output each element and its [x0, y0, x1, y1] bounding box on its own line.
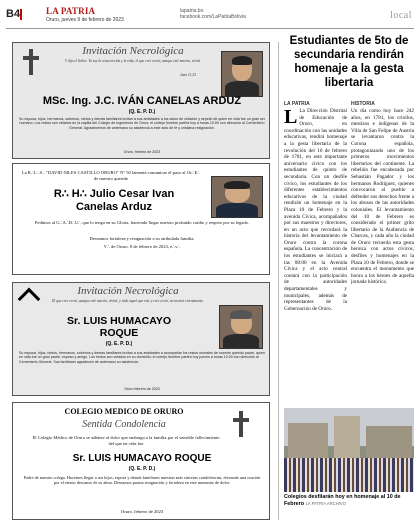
ad-footer: Oruro, febrero de 2023: [120, 509, 164, 514]
column-separator: [278, 42, 279, 520]
condolence-body: Padre de nuestro colega. Hacemos llegar a sus hijos, esposa y demás familiares nuestras más sinceras condolencias, elevando una oración por el eterno descanso de su alma. Deseamos pronta resignación y fortaleza en este momento de dolor.: [23, 475, 261, 486]
page-number: B4: [6, 8, 21, 20]
dateline: Oruro, jueves 9 de febrero de 2023: [46, 17, 124, 23]
mourning-ribbon-icon: [18, 288, 41, 311]
ad-body-text: Su esposa, hijos, nietos, hermanos, sobrinos y demás familiares invitan a sus amistades a acompañar los restos mortales de nuestro querido padre, quien en vida fue un gran padre, esposo y amigo. Los restos son velados en su domicilio; el cortejo fúnebre partirá hoy jueves a horas 10:00 con dirección al Cementerio General. Sus familiares agradecen de antemano su asistencia.: [19, 351, 265, 364]
section-label: local: [390, 10, 412, 21]
lodge-prayer: Pedimos al G∴A∴D∴U∴ que lo tenga en su Gloria, haciendo llegar nuestro profundo cariño y respeto por su legado.: [34, 220, 250, 225]
photo-credit: LA PATRIA ARCHIVO: [305, 500, 346, 506]
article-column-1: L La Dirección Distrital de Educación de Oruro, en coordinación con las unidades educativas, rendirá homenaje a la gesta libertaria de la revolución del 10 de febrero de 1781, en este importante aniversario cívico con los estudiantes de quinto de secundaria. Con un desfile cívico, los estudiantes de los diferentes establecimientos educativos de la ciudad rendirán un homenaje en la Plaza 10 de Febrero y la avenida Cívica, acompañados por sus maestros y directores, en un acto que recordará la historia del levantamiento de Oruro contra la corona española. La concentración de los estudiantes se iniciará a las 08:00 en la Avenida Cívica y el acto central contará con la participación de autoridades departamentales y municipales, además de representantes de la Gobernación de Oruro.: [284, 108, 347, 312]
history-label: HISTORIA: [351, 101, 375, 107]
lodge-intro: La R∴L∴S∴ "DAVID NILES CASTILLO ORURO" N° 50 lamenta comunicar el paso al Or∴E∴ de nuestro querido: [21, 170, 201, 181]
cross-icon: [23, 49, 39, 75]
qepd-label: (Q. E. P. D.): [128, 466, 156, 472]
drop-cap: L: [284, 108, 298, 128]
condolence-ad-medical: [12, 402, 270, 520]
page-number-bar: [20, 9, 22, 20]
deceased-name: Sr. LUIS HUMACAYO ROQUE: [66, 315, 172, 339]
deceased-name: R∴ H∴ Julio Cesar Ivan Canelas Arduz: [53, 188, 175, 213]
ad-footer: Oruro, febrero de 2023: [123, 150, 161, 154]
qepd-label: (Q. E. P. D.): [128, 109, 156, 115]
lodge-date: V∴ de Oruro, 8 de febrero de 2023, e∴v∴: [103, 244, 181, 249]
condolence-intro: El Colegio Médico de Oruro se adhiere al dolor que embarga a la familia por el sensible fallecimiento del que en vida fue: [32, 435, 220, 446]
deceased-name: Sr. LUIS HUMACAYO ROQUE: [72, 453, 212, 464]
verse-reference: Juan 11:25: [179, 73, 196, 77]
ad-heading: Invitación Necrológica: [82, 45, 184, 57]
qepd-label: (Q. E. P. D.): [105, 341, 133, 347]
cross-icon: [233, 411, 249, 437]
header-rule: [6, 28, 414, 29]
obituary-ad-humacayo: [12, 282, 270, 396]
organization-name: COLEGIO MEDICO DE ORURO: [64, 407, 184, 416]
deceased-name: MSc. Ing. J.C. IVÁN CANELAS ARDUZ: [42, 95, 242, 107]
deceased-photo: [221, 51, 263, 97]
obituary-ad-lodge: [12, 163, 270, 275]
deceased-photo: [211, 176, 263, 218]
contact-social: facebook.com/LaPatriaBolivia: [180, 14, 246, 20]
ad-body-text: Su esposa, hijos, hermanos, sobrinos, nietos y demás familiares invitan a sus amistades a los actos de velación y sepelio de quien en vida fue un gran ser humano. Los restos son velados en la capilla del Colegio de Ingenieros de Oruro; el cortejo fúnebre partirá hoy a horas 10:00 con dirección al Cementerio General. Agradecemos de antemano su asistencia a este acto de fe y cristiana resignación.: [19, 117, 265, 130]
page-header: [0, 0, 420, 34]
ad-heading: Sentida Condolencia: [82, 419, 166, 430]
contact-info: [180, 8, 246, 20]
deceased-photo: [219, 305, 263, 349]
ad-footer: Oruro febrero de 2023: [124, 387, 160, 391]
article-source: LA PATRIA: [284, 101, 310, 107]
article-column-2: Un día como hoy hace 242 años, en 1781, los criollos, mestizos e indígenas de la Villa de San Felipe de Austria se levantaron contra la Corona española, protagonizando uno de los primeros movimientos libertarios del continente. La rebelión fue encabezada por Sebastián Pagador y los hermanos Rodríguez, quienes convocaron al pueblo a defender sus derechos frente a los abusos de las autoridades coloniales. El levantamiento del 10 de Febrero es considerado el primer grito libertario de la Audiencia de Charcas, y cada año la ciudad de Oruro recuerda esta gesta heroica con actos cívicos, desfiles y homenajes en la Plaza 10 de Febrero, donde se encuentra el monumento que honra a los héroes de aquella jornada histórica.: [351, 108, 414, 286]
bible-verse: Y dijo el Señor: Yo soy la resurrección y la vida; el que cree en mí, aunque esté muerto, vivirá.: [65, 59, 201, 63]
contact-web: lapatria.bo: [180, 8, 204, 14]
photo-caption: Colegios desfilarán hoy en homenaje al 10 de Febrero LA PATRIA ARCHIVO: [284, 494, 401, 507]
lodge-condolence: Deseamos fortaleza y resignación a su atribulada familia.: [89, 236, 195, 241]
parade-photo: [284, 408, 414, 492]
obituary-ad-canelas: [12, 42, 270, 159]
newspaper-logo: LA PATRIA: [46, 6, 96, 16]
ad-heading: Invitación Necrológica: [77, 285, 179, 297]
bible-verse: El que cree en mí, aunque esté muerto, vivirá; y todo aquel que vive y cree en mí, no morirá eternamente.: [52, 299, 204, 303]
article-headline: Estudiantes de 5to de secundaria rendirán homenaje a la gesta libertaria: [289, 35, 409, 89]
